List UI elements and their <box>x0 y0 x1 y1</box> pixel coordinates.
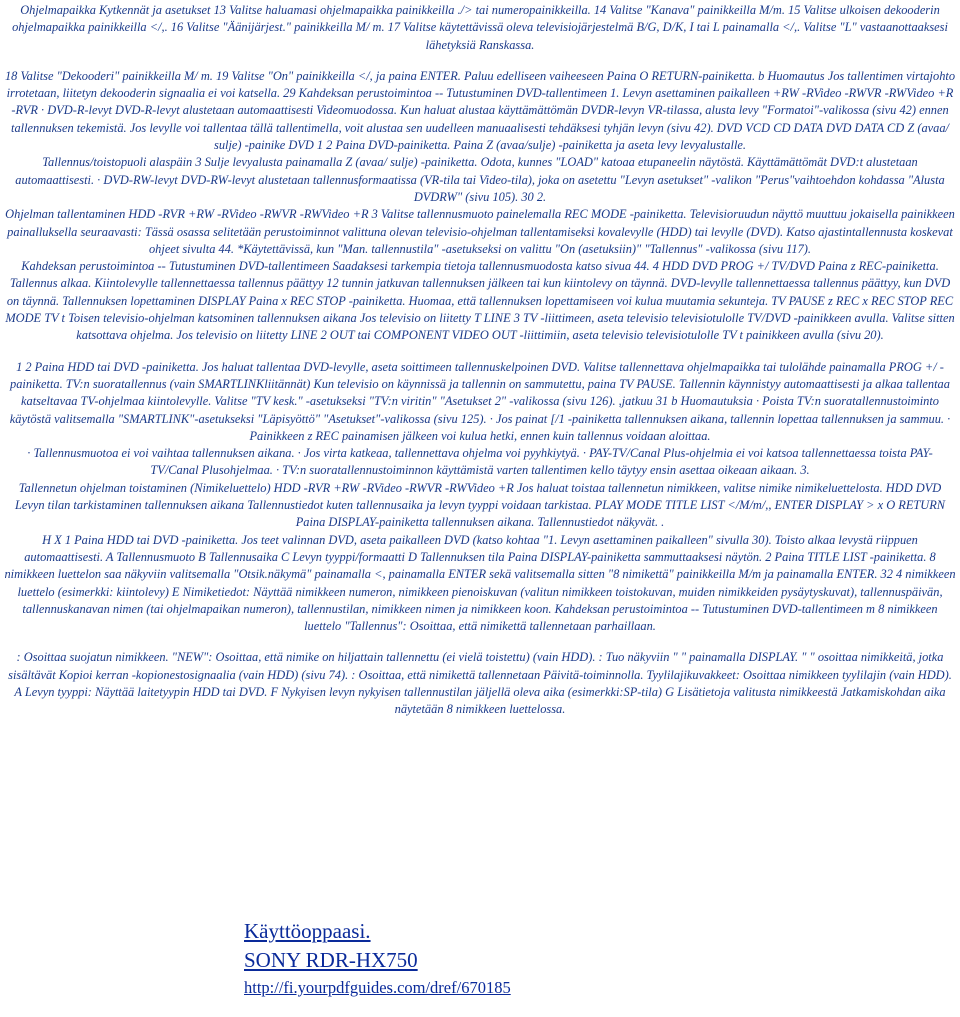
footer-links <box>244 917 511 999</box>
paragraph-9: H X 1 Paina HDD tai DVD -painiketta. Jos teet valinnan DVD, aseta paikalleen DVD (katso kohtaa "1. Levyn asettaminen paikalleen" sivulla 30). Toisto alkaa levystä riippuen automaattisesti. A Tallennusmuoto B Tallennusaika C Levyn tyyppi/formaatti D Tallennuksen tila Paina DISPLAY-painiketta sammuttaaksesi näytön. 2 Paina TITLE LIST -painiketta. 8 nimikkeen luettelon saa näkyviin valitsemalla "Otsik.näkymä" painamalla <, painamalla ENTER sekä valitsemalla sitten "8 nimikettä" painikkeilla M/m ja painamalla ENTER. 32 4 nimikkeen luettelo (esimerkki: kiintolevy) E Nimiketiedot: Näyttää nimikkeen numeron, nimikkeen pienoiskuvan (valitun nimikkeen toistokuvan, muiden nimikkeiden pysäytyskuvat), tallennuspäivän, tallennuskanavan nimen (tai ohjelmapaikan numeron), tallennustilan, nimikkeen nimen ja nimikkeen koon. Kahdeksan perustoimintoa -- Tutustuminen DVD-tallentimeen m 8 nimikkeen luettelo "Tallennus": Osoittaa, että nimikettä tallennetaan parhaillaan. <box>4 532 956 634</box>
product-link[interactable]: SONY RDR-HX750 <box>244 948 418 972</box>
paragraph-6: 1 2 Paina HDD tai DVD -painiketta. Jos haluat tallentaa DVD-levylle, aseta soittimeen tallennuskelpoinen DVD. Valitse tallennettava ohjelmapaikka tai tulolähde painamalla PROG +/ -painiketta. TV:n suoratallennus (vain SMARTLINKliitännät) Kun televisio on käynnissä ja tallennin on sammutettu, paina TV PAUSE. Tallennin käynnistyy automaattisesti ja alkaa tallentaa katseltavaa TV-ohjelmaa kiintolevylle. Valitse "TV kesk." -asetukseksi "TV:n viritin" "Asetukset 2" -valikossa (sivu 126). ,jatkuu 31 b Huomautuksia · Poista TV:n suoratallennustoiminto käytöstä valitsemalla "SMARTLINK"-asetukseksi "Läpisyöttö" "Asetukset"-valikossa (sivu 125). · Jos painat [/1 -painiketta tallennuksen aikana, tallennin lopettaa tallennuksen ja sammuu. · Painikkeen z REC painamisen jälkeen voi kulua hetki, ennen kuin tallennus voidaan aloittaa. <box>9 359 951 443</box>
spacer <box>0 345 960 359</box>
manual-link[interactable]: Käyttöoppaasi. <box>244 919 371 943</box>
paragraph-7: · Tallennusmuotoa ei voi vaihtaa tallennuksen aikana. · Jos virta katkeaa, tallennettava ohjelma voi pyyhkiytyä. · PAY-TV/Canal Plus-ohjelmia ei voi katsoa tallennettaessa toista PAY-TV/Canal Plusohjelmaa. · TV:n suoratallennustoiminnon käyttämistä varten tallentimen kello täytyy ensin asettaa oikeaan aikaan. 3. <box>27 446 933 478</box>
paragraph-10: : Osoittaa suojatun nimikkeen. "NEW": Osoittaa, että nimike on hiljattain tallennettu (ei vielä toistettu) (vain HDD). : Tuo näkyviin " " painamalla DISPLAY. " " osoittaa nimikkeitä, jotka sisältävät Kopioi kerran -kopionestosignaalia (vain HDD) (sivu 74). : Osoittaa, että nimikettä tallennetaan Päivitä-toiminnolla. Tyylilajikuvakkeet: Osoittaa nimikkeen tyylilajin (vain HDD). A Levyn tyyppi: Näyttää laitetyypin HDD tai DVD. F Nykyisen levyn nykyisen tallennustilan jäljellä oleva aika (esimerkki:SP-tila) G Lisätietoja valitusta nimikkeestä Jatkamiskohdan aika näytetään 8 nimikkeen luettelossa. <box>8 650 952 717</box>
url-link[interactable]: http://fi.yourpdfguides.com/dref/670185 <box>244 978 511 997</box>
paragraph-2: 18 Valitse "Dekooderi" painikkeilla M/ m. 19 Valitse "On" painikkeilla </, ja paina ENTER. Paluu edelliseen vaiheeseen Paina O RETURN-painiketta. b Huomautus Jos tallentimen virtajohto irrotetaan, liitetyn dekooderin signaalia ei voi katsella. 29 Kahdeksan perustoimintoa -- Tutustuminen DVD-tallentimeen 1. Levyn asettaminen paikalleen +RW -RVideo -RWVR -RWVideo +R -RVR · DVD-R-levyt DVD-R-levyt alustetaan automaattisesti Videomuodossa. Kun haluat alustaa käyttämättömän DVDR-levyn VR-tilassa, alusta levy "Formatoi"-valikossa (sivu 42) ennen tallennuksen tekemistä. Jos levylle voi tallentaa tällä tallentimella, voit alustaa sen uudelleen manuaalisesti tehdäksesi tyhjän levyn (sivu 42). DVD VCD CD DATA DVD DATA CD Z (avaa/ sulje) -painike DVD 1 2 Paina DVD-painiketta. Paina Z (avaa/sulje) -painiketta ja aseta levy levyalustalle. <box>4 68 956 153</box>
paragraph-8: Tallennetun ohjelman toistaminen (Nimikeluettelo) HDD -RVR +RW -RVideo -RWVR -RWVideo +R Jos haluat toistaa tallennetun nimikkeen, valitse nimike nimikeluettelosta. HDD DVD Levyn tilan tarkistaminen tallennuksen aikana Tallennustiedot kuten tallennusaika ja levyn tyyppi voidaan tarkistaa. PLAY MODE TITLE LIST </M/m/,, ENTER DISPLAY > x O RETURN Paina DISPLAY-painiketta tallennuksen aikana. Tallennustiedot näkyvät. . <box>14 480 946 530</box>
paragraph-1: Ohjelmapaikka Kytkennät ja asetukset 13 Valitse haluamasi ohjelmapaikka painikkeilla ./> tai numeropainikkeilla. 14 Valitse "Kanava" painikkeilla M/m. 15 Valitse ulkoisen dekooderin ohjelmapaikka painikkeilla </,. 16 Valitse "Äänijärjest." painikkeilla M/ m. 17 Valitse käytettävissä oleva televisiojärjestelmä B/G, D/K, I tai L painamalla </,. Valitse "L" vastaanottaaksesi lähetyksiä Ranskassa. <box>12 3 948 52</box>
paragraph-3: Tallennus/toistopuoli alaspäin 3 Sulje levyalusta painamalla Z (avaa/ sulje) -painiketta. Odota, kunnes "LOAD" katoaa etupaneelin näytöstä. Käyttämättömät DVD:t alustetaan automaattisesti. · DVD-RW-levyt DVD-RW-levyt alustetaan tallennusformaatissa (VR-tila tai Video-tila), joka on asetettu "Levyn asetukset" -valikon "Perus"vaihtoehdon kohdassa "Alusta DVDRW" (sivu 105). 30 2. <box>15 155 945 204</box>
paragraph-4: Ohjelman tallentaminen HDD -RVR +RW -RVideo -RWVR -RWVideo +R 3 Valitse tallennusmuoto painelemalla REC MODE -painiketta. Televisioruudun näyttö muuttuu jokaisella painikkeen painalluksella seuraavasti: Tässä osassa selitetään perustoiminnot valittuna olevan televisio-ohjelman tallentamiseksi kovalevylle (HDD) tai levylle (DVD). Katso ajastintallennusta koskevat ohjeet sivulta 44. *Käytettävissä, kun "Man. tallennustila" -asetukseksi on valittu "On (asetuksiin)" "Tallennus" -valikossa (sivu 117). <box>5 207 955 256</box>
spacer <box>0 54 960 68</box>
spacer <box>0 635 960 649</box>
paragraph-5: Kahdeksan perustoimintoa -- Tutustuminen DVD-tallentimeen Saadaksesi tarkempia tietoja tallennusmuodosta katso sivua 44. 4 HDD DVD PROG +/ TV/DVD Paina z REC-painiketta. Tallennus alkaa. Kiintolevylle tallennettaessa tallennus päättyy 12 tunnin jatkuvan tallennuksen jälkeen tai kun kiintolevy on täynnä. DVD-levylle tallennettaessa tallennus päättyy, kun DVD on täynnä. Tallennuksen lopettaminen DISPLAY Paina x REC STOP -painiketta. Huomaa, että tallennuksen lopettamiseen voi kulua muutamia sekunteja. TV PAUSE z REC x REC STOP REC MODE TV t Toisen televisio-ohjelman katsominen tallennuksen aikana Jos televisio on liitetty T LINE 3 TV -liittimeen, aseta televisio televisiotulolle TV/DVD -painikkeen avulla. Valitse sitten katsottava ohjelma. Jos televisio on liitetty LINE 2 OUT tai COMPONENT VIDEO OUT -liittimiin, aseta televisio televisiotulolle TV t painikkeen avulla (sivu 20). <box>5 259 955 343</box>
